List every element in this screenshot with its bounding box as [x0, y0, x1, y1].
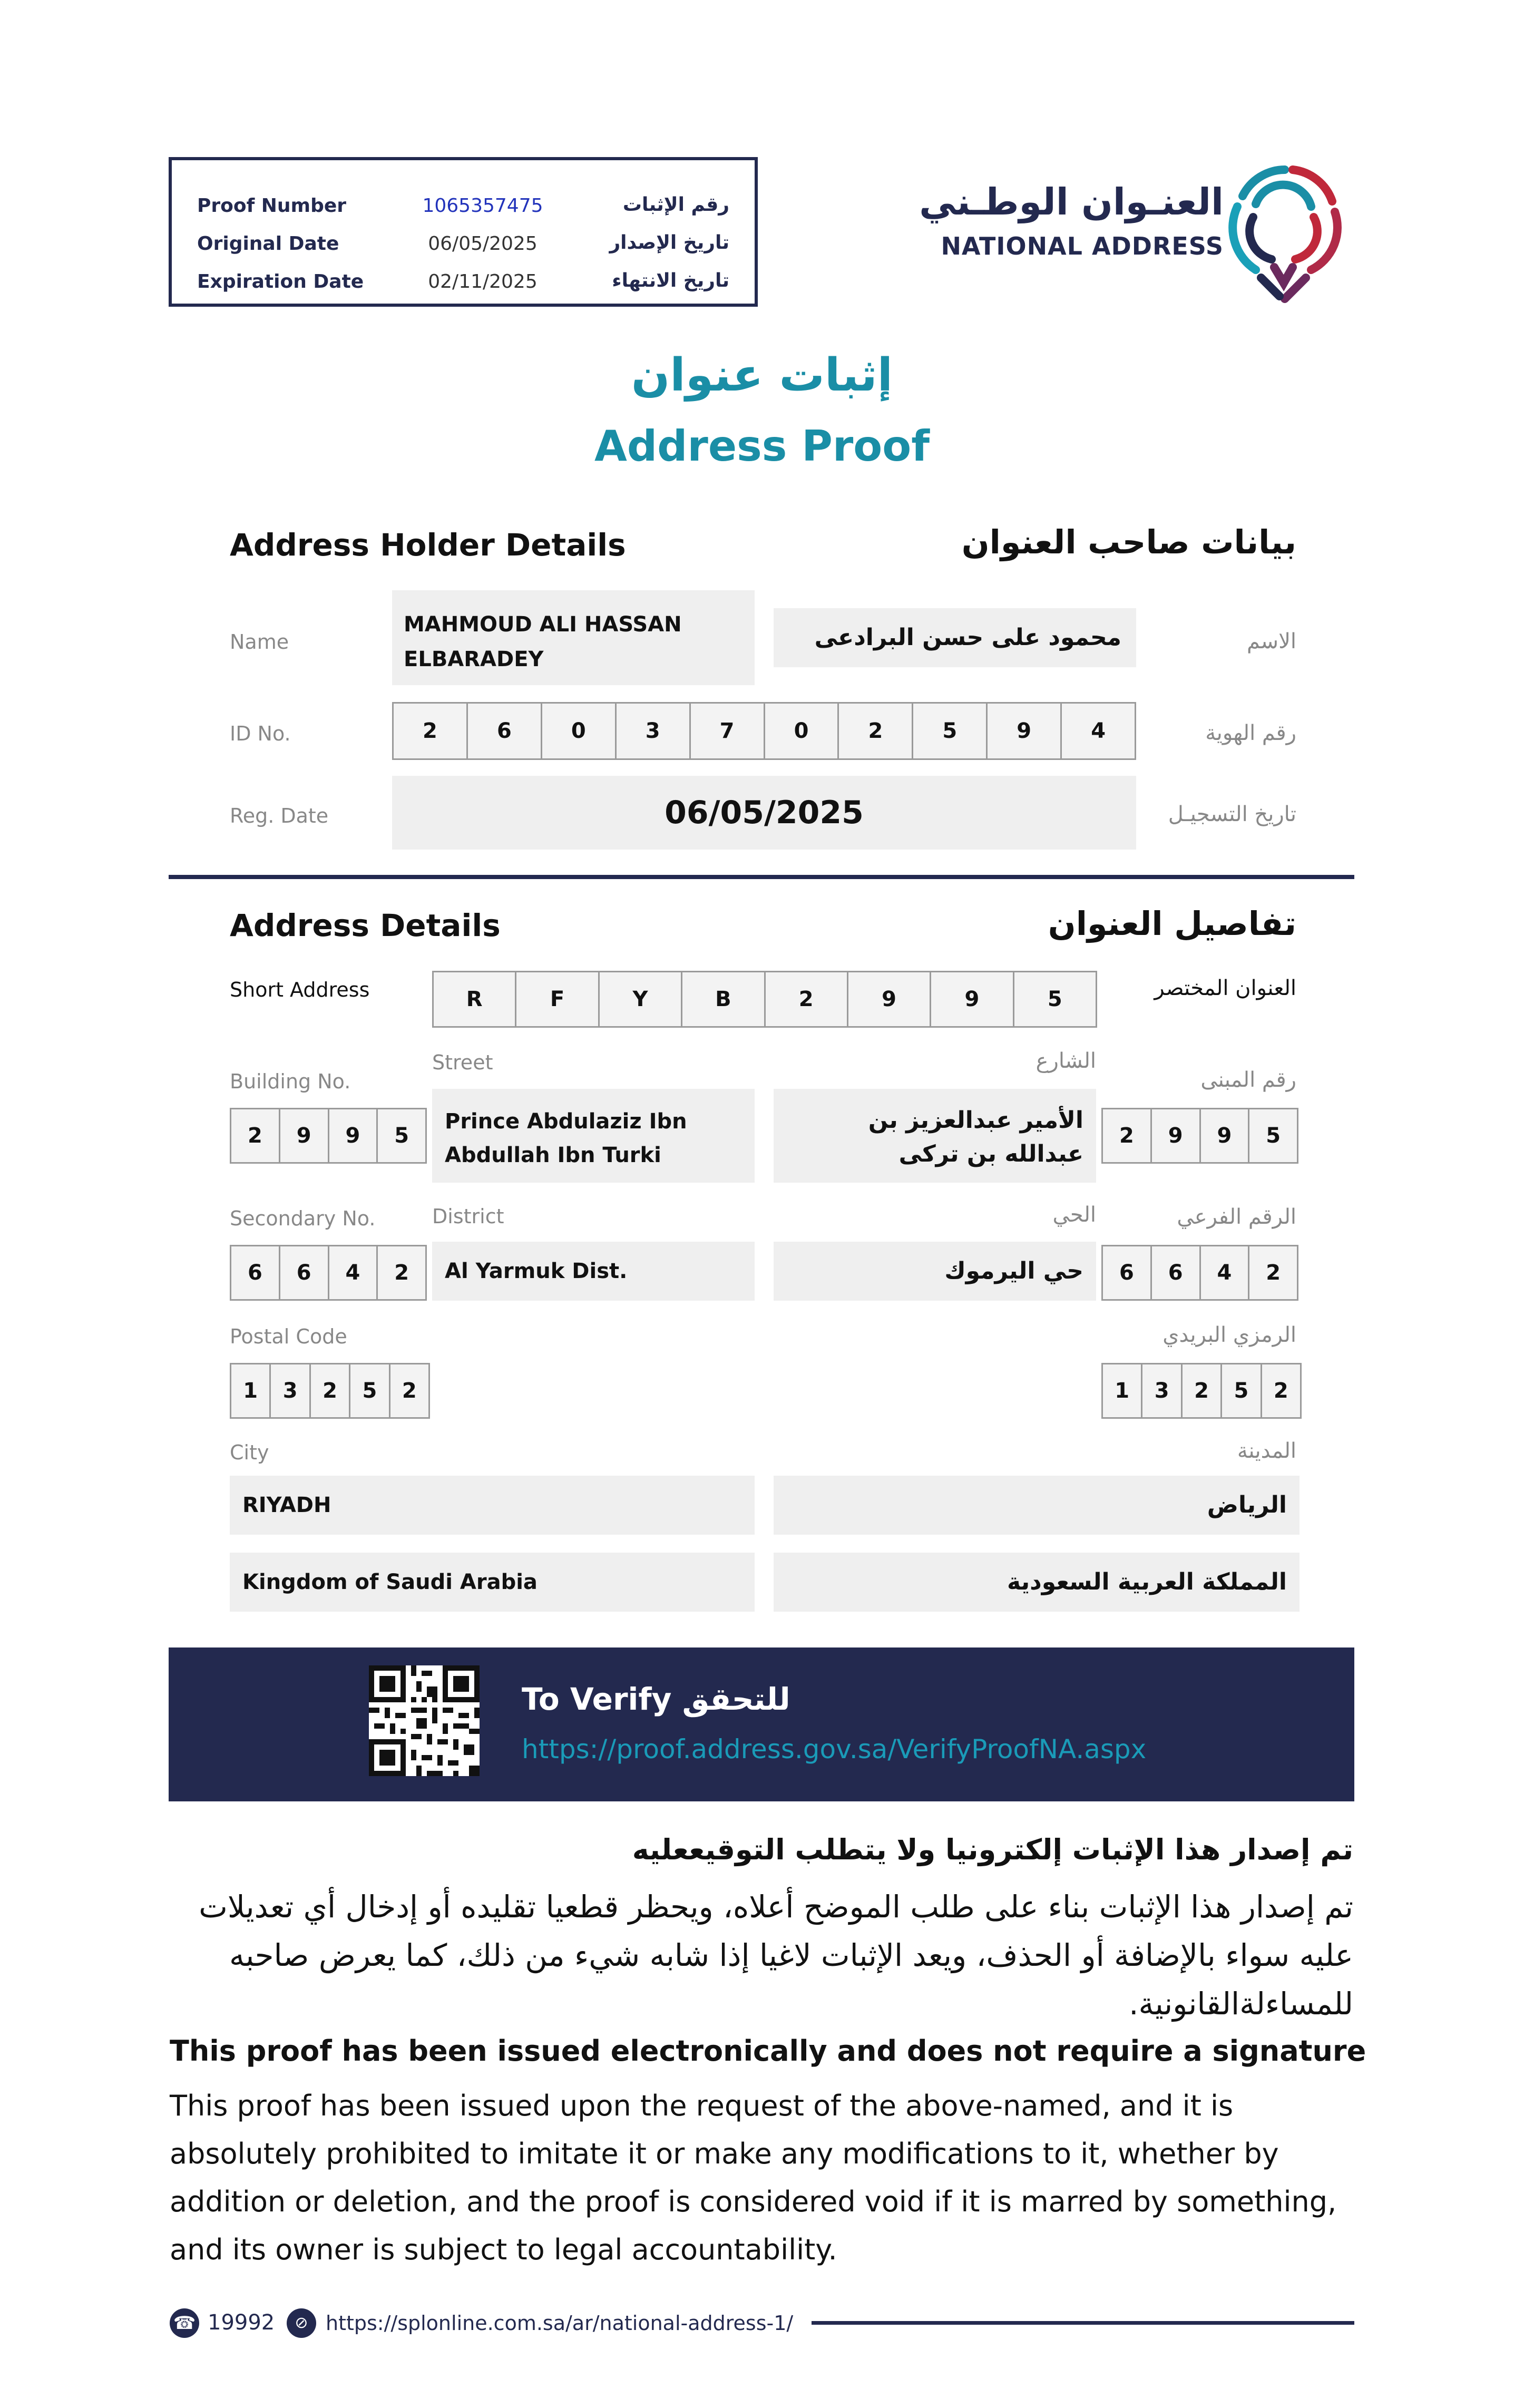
postal-digit: 1 [243, 1379, 258, 1403]
country-english-field: Kingdom of Saudi Arabia [230, 1553, 755, 1612]
city-english-field: RIYADH [230, 1476, 755, 1535]
proof-number-row [172, 188, 755, 226]
expiration-date-value: 02/11/2025 [428, 271, 538, 293]
notice-body: This proof has been issued upon the request of the above-named, and it is absolutely prohibited to imitate it or make any modifications to it, whether by addition or deletion, and the proof is considered void if it is marred by something, and its owner is subject to legal accountability. [170, 2089, 1337, 2266]
address-heading: Address Details [230, 908, 501, 943]
short-address-char: 9 [847, 972, 930, 1026]
postal-digit: 2 [1181, 1364, 1220, 1417]
footer-link[interactable]: https://splonline.com.sa/ar/national-address-1/ [326, 2312, 794, 2335]
original-date-row [172, 226, 755, 264]
id-digit: 5 [912, 704, 986, 758]
reg-date-label: Reg. Date [230, 804, 329, 827]
id-digit: 2 [837, 704, 912, 758]
short-address-char: 2 [764, 972, 847, 1026]
verify-title: To Verify للتحقق [522, 1681, 790, 1717]
district-label: District [432, 1205, 504, 1228]
postal-digit: 2 [1261, 1364, 1300, 1417]
short-address-label: Short Address [230, 978, 370, 1001]
street-label-arabic: الشارع [1035, 1049, 1096, 1073]
short-address-char: B [681, 972, 764, 1026]
postal-digit: 3 [1141, 1364, 1180, 1417]
name-arabic-field: محمود على حسن البرادعى [774, 608, 1136, 667]
postal-digit: 2 [309, 1364, 349, 1417]
page-title-arabic: إثبات عنوان [631, 349, 893, 402]
id-digit: 3 [615, 704, 689, 758]
id-label-arabic: رقم الهوية [1205, 721, 1296, 745]
postal-digit: 5 [349, 1364, 388, 1417]
logo-text-english: NATIONAL ADDRESS [941, 232, 1224, 260]
address-heading-arabic: تفاصيل العنوان [1048, 904, 1296, 943]
secondary-digit: 4 [1199, 1246, 1248, 1299]
notice-body-arabic: تم إصدار هذا الإثبات بناء على طلب الموضح أعلاه، ويحظر قطعيا تقليده أو إدخال أي تعديلات عليه سواء بالإضافة أو الحذف، ويعد الإثبات لاغيا إذا شابه شيء من ذلك، كما يعرض صاحبه للمساءلةالقانونية. [199, 1889, 1353, 2022]
logo-text-arabic: العنـوان الوطـني [919, 180, 1224, 223]
secondary-digit: 4 [328, 1246, 377, 1299]
building-number-cells-arabic [1101, 1108, 1298, 1164]
qr-code-icon[interactable] [369, 1665, 480, 1776]
city-label: City [230, 1441, 269, 1464]
proof-number-label-ar: رقم الإثبات [622, 194, 729, 216]
phone-icon: ☎ [170, 2308, 199, 2338]
secondary-label-arabic: الرقم الفرعي [1177, 1205, 1296, 1229]
footer-phone-number[interactable]: 19992 [208, 2310, 275, 2335]
secondary-digit: 6 [1119, 1261, 1134, 1285]
verify-banner [169, 1647, 1354, 1801]
id-digit: 2 [423, 719, 437, 743]
postal-code-label: Postal Code [230, 1325, 347, 1348]
national-address-logo-icon [1206, 154, 1359, 307]
building-digit: 9 [1150, 1109, 1199, 1162]
secondary-digit: 6 [279, 1246, 328, 1299]
postal-code-cells-arabic [1101, 1363, 1302, 1419]
postal-digit: 3 [269, 1364, 309, 1417]
country-arabic-field: المملكة العربية السعودية [774, 1553, 1300, 1612]
name-label: Name [230, 630, 289, 654]
holder-heading: Address Holder Details [230, 527, 626, 563]
short-address-char: R [466, 987, 483, 1011]
short-address-char: Y [598, 972, 681, 1026]
secondary-number-cells-arabic [1101, 1245, 1298, 1301]
original-date-value: 06/05/2025 [428, 233, 538, 255]
building-digit: 2 [1119, 1124, 1134, 1148]
id-number-cells [392, 702, 1136, 760]
building-label-arabic: رقم المبنى [1200, 1068, 1296, 1092]
expiration-date-label: Expiration Date [197, 271, 364, 293]
id-digit: 0 [541, 704, 615, 758]
district-english-field: Al Yarmuk Dist. [432, 1242, 755, 1301]
postal-code-cells [230, 1363, 430, 1419]
reg-date-field: 06/05/2025 [392, 776, 1136, 850]
id-digit: 6 [466, 704, 541, 758]
proof-info-box [169, 157, 758, 307]
city-arabic-field: الرياض [774, 1476, 1300, 1535]
reg-date-label-arabic: تاريخ التسجيـل [1168, 802, 1296, 826]
street-arabic-field: الأمير عبدالعزيز بن عبدالله بن تركى [774, 1089, 1096, 1183]
building-label: Building No. [230, 1070, 351, 1093]
street-label: Street [432, 1051, 493, 1074]
proof-number-label: Proof Number [197, 195, 347, 217]
short-address-label-arabic: العنوان المختصر [1154, 976, 1296, 1000]
postal-code-label-arabic: الرمزي البريدي [1162, 1323, 1296, 1347]
secondary-digit: 6 [247, 1261, 262, 1285]
short-address-char: 5 [1013, 972, 1096, 1026]
building-number-cells [230, 1108, 427, 1164]
verify-link[interactable]: https://proof.address.gov.sa/VerifyProofNA.aspx [522, 1734, 1147, 1764]
page-title: Address Proof [594, 422, 930, 471]
id-digit: 4 [1060, 704, 1135, 758]
original-date-label: Original Date [197, 233, 339, 255]
building-digit: 9 [328, 1109, 377, 1162]
secondary-number-cells [230, 1245, 427, 1301]
short-address-cells [432, 971, 1097, 1028]
id-digit: 0 [764, 704, 838, 758]
short-address-char: 9 [930, 972, 1012, 1026]
notice-heading: This proof has been issued electronically and does not require a signature [170, 2034, 1366, 2068]
building-digit: 2 [247, 1124, 262, 1148]
name-label-arabic: الاسم [1246, 629, 1296, 654]
expiration-date-label-ar: تاريخ الانتهاء [612, 270, 729, 291]
holder-heading-arabic: بيانات صاحب العنوان [961, 523, 1296, 561]
city-label-arabic: المدينة [1237, 1439, 1296, 1463]
building-digit: 9 [1199, 1109, 1248, 1162]
building-digit: 5 [376, 1109, 425, 1162]
district-arabic-field: حي اليرموك [774, 1242, 1096, 1301]
proof-number-value: 1065357475 [422, 195, 543, 217]
secondary-label: Secondary No. [230, 1207, 376, 1230]
building-digit: 9 [279, 1109, 328, 1162]
name-english-field: MAHMOUD ALI HASSAN ELBARADEY [392, 590, 755, 685]
globe-icon: ⊘ [287, 2308, 316, 2338]
street-english-field: Prince Abdulaziz Ibn Abdullah Ibn Turki [432, 1089, 755, 1183]
notice-heading-arabic: تم إصدار هذا الإثبات إلكترونيا ولا يتطلب التوقيععليه [632, 1833, 1353, 1866]
secondary-digit: 6 [1150, 1246, 1199, 1299]
secondary-digit: 2 [1248, 1246, 1297, 1299]
postal-digit: 1 [1115, 1379, 1130, 1403]
footer-divider [812, 2321, 1354, 2325]
id-digit: 7 [689, 704, 764, 758]
postal-digit: 5 [1220, 1364, 1260, 1417]
original-date-label-ar: تاريخ الإصدار [609, 232, 729, 254]
expiration-date-row [172, 264, 755, 301]
district-label-arabic: الحي [1052, 1203, 1096, 1227]
building-digit: 5 [1248, 1109, 1297, 1162]
short-address-char: F [515, 972, 598, 1026]
postal-digit: 2 [389, 1364, 428, 1417]
id-digit: 9 [986, 704, 1060, 758]
secondary-digit: 2 [376, 1246, 425, 1299]
section-divider [169, 875, 1354, 879]
id-label: ID No. [230, 722, 291, 745]
